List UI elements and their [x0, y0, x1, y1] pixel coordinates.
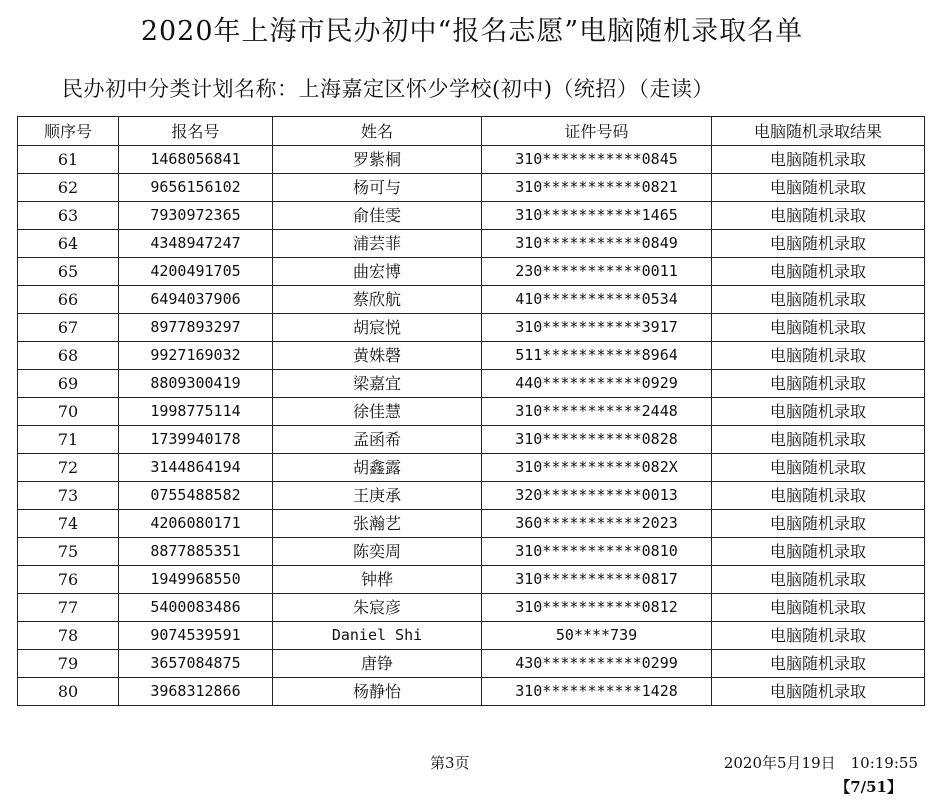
- cell-registration-number: 1468056841: [119, 146, 273, 174]
- cell-name: 蔡欣航: [273, 286, 482, 314]
- cell-registration-number: 1739940178: [119, 426, 273, 454]
- cell-result: 电脑随机录取: [712, 398, 925, 426]
- cell-id-number: 511***********8964: [482, 342, 712, 370]
- cell-sequence: 67: [18, 314, 119, 342]
- cell-registration-number: 6494037906: [119, 286, 273, 314]
- cell-sequence: 75: [18, 538, 119, 566]
- cell-registration-number: 8977893297: [119, 314, 273, 342]
- table-row: [18, 314, 925, 342]
- cell-result: 电脑随机录取: [712, 426, 925, 454]
- table-row: [18, 230, 925, 258]
- cell-id-number: 310***********082X: [482, 454, 712, 482]
- cell-registration-number: 4200491705: [119, 258, 273, 286]
- cell-id-number: 310***********0812: [482, 594, 712, 622]
- cell-result: 电脑随机录取: [712, 314, 925, 342]
- cell-id-number: 310***********0828: [482, 426, 712, 454]
- cell-id-number: 310***********2448: [482, 398, 712, 426]
- table-row: [18, 538, 925, 566]
- table-row: [18, 594, 925, 622]
- cell-registration-number: 3144864194: [119, 454, 273, 482]
- cell-sequence: 73: [18, 482, 119, 510]
- cell-result: 电脑随机录取: [712, 538, 925, 566]
- table-row: [18, 566, 925, 594]
- cell-name: 唐铮: [273, 650, 482, 678]
- cell-registration-number: 9074539591: [119, 622, 273, 650]
- cell-id-number: 50****739: [482, 622, 712, 650]
- table-row: [18, 342, 925, 370]
- cell-registration-number: 1949968550: [119, 566, 273, 594]
- cell-result: 电脑随机录取: [712, 258, 925, 286]
- admission-table: [17, 116, 925, 706]
- cell-result: 电脑随机录取: [712, 510, 925, 538]
- cell-id-number: 230***********0011: [482, 258, 712, 286]
- cell-registration-number: 3657084875: [119, 650, 273, 678]
- page-number: 第3页: [430, 754, 470, 772]
- table-row: [18, 510, 925, 538]
- cell-result: 电脑随机录取: [712, 622, 925, 650]
- cell-name: 胡宸悦: [273, 314, 482, 342]
- cell-sequence: 71: [18, 426, 119, 454]
- cell-result: 电脑随机录取: [712, 594, 925, 622]
- table-row: [18, 202, 925, 230]
- cell-result: 电脑随机录取: [712, 482, 925, 510]
- table-row: [18, 622, 925, 650]
- cell-sequence: 78: [18, 622, 119, 650]
- cell-sequence: 70: [18, 398, 119, 426]
- table-row: [18, 174, 925, 202]
- table-row: [18, 454, 925, 482]
- table-row: [18, 398, 925, 426]
- cell-result: 电脑随机录取: [712, 146, 925, 174]
- cell-registration-number: 7930972365: [119, 202, 273, 230]
- cell-registration-number: 3968312866: [119, 678, 273, 706]
- cell-registration-number: 9927169032: [119, 342, 273, 370]
- cell-registration-number: 1998775114: [119, 398, 273, 426]
- table-row: [18, 678, 925, 706]
- cell-registration-number: 8877885351: [119, 538, 273, 566]
- table-row: [18, 482, 925, 510]
- cell-result: 电脑随机录取: [712, 566, 925, 594]
- cell-sequence: 74: [18, 510, 119, 538]
- cell-result: 电脑随机录取: [712, 230, 925, 258]
- cell-name: Daniel Shi: [273, 622, 482, 650]
- header-id-number: 证件号码: [482, 117, 712, 146]
- cell-id-number: 360***********2023: [482, 510, 712, 538]
- table-header-row: [18, 117, 925, 146]
- cell-sequence: 79: [18, 650, 119, 678]
- cell-result: 电脑随机录取: [712, 678, 925, 706]
- cell-name: 张瀚艺: [273, 510, 482, 538]
- table-row: [18, 650, 925, 678]
- cell-result: 电脑随机录取: [712, 342, 925, 370]
- cell-sequence: 65: [18, 258, 119, 286]
- cell-result: 电脑随机录取: [712, 286, 925, 314]
- table-row: [18, 286, 925, 314]
- table-body: [18, 146, 925, 706]
- plan-name-subtitle: 民办初中分类计划名称：上海嘉定区怀少学校(初中)（统招）（走读）: [62, 77, 714, 101]
- cell-name: 胡鑫露: [273, 454, 482, 482]
- cell-name: 罗紫桐: [273, 146, 482, 174]
- cell-registration-number: 4348947247: [119, 230, 273, 258]
- cell-sequence: 72: [18, 454, 119, 482]
- cell-registration-number: 0755488582: [119, 482, 273, 510]
- cell-result: 电脑随机录取: [712, 650, 925, 678]
- cell-name: 浦芸菲: [273, 230, 482, 258]
- cell-sequence: 68: [18, 342, 119, 370]
- cell-name: 孟函希: [273, 426, 482, 454]
- cell-id-number: 430***********0299: [482, 650, 712, 678]
- header-sequence: 顺序号: [18, 117, 119, 146]
- header-name: 姓名: [273, 117, 482, 146]
- cell-sequence: 80: [18, 678, 119, 706]
- print-timestamp: 2020年5月19日 10:19:55: [723, 754, 918, 772]
- document-pager: 【7/51】: [835, 778, 902, 796]
- cell-sequence: 77: [18, 594, 119, 622]
- table-row: [18, 370, 925, 398]
- cell-id-number: 310***********0821: [482, 174, 712, 202]
- cell-result: 电脑随机录取: [712, 454, 925, 482]
- cell-name: 曲宏博: [273, 258, 482, 286]
- cell-name: 杨静怡: [273, 678, 482, 706]
- cell-name: 梁嘉宜: [273, 370, 482, 398]
- cell-id-number: 440***********0929: [482, 370, 712, 398]
- cell-sequence: 66: [18, 286, 119, 314]
- cell-registration-number: 5400083486: [119, 594, 273, 622]
- cell-registration-number: 4206080171: [119, 510, 273, 538]
- cell-name: 杨可与: [273, 174, 482, 202]
- cell-registration-number: 8809300419: [119, 370, 273, 398]
- cell-sequence: 69: [18, 370, 119, 398]
- cell-sequence: 64: [18, 230, 119, 258]
- table-row: [18, 426, 925, 454]
- header-registration-number: 报名号: [119, 117, 273, 146]
- table-row: [18, 258, 925, 286]
- cell-id-number: 410***********0534: [482, 286, 712, 314]
- cell-sequence: 63: [18, 202, 119, 230]
- cell-id-number: 310***********3917: [482, 314, 712, 342]
- cell-id-number: 320***********0013: [482, 482, 712, 510]
- cell-result: 电脑随机录取: [712, 370, 925, 398]
- cell-id-number: 310***********0810: [482, 538, 712, 566]
- cell-sequence: 76: [18, 566, 119, 594]
- page-title: 2020年上海市民办初中“报名志愿”电脑随机录取名单: [140, 16, 804, 47]
- cell-id-number: 310***********0849: [482, 230, 712, 258]
- cell-name: 陈奕周: [273, 538, 482, 566]
- cell-sequence: 62: [18, 174, 119, 202]
- header-result: 电脑随机录取结果: [712, 117, 925, 146]
- table-row: [18, 146, 925, 174]
- cell-name: 朱宸彦: [273, 594, 482, 622]
- cell-name: 徐佳慧: [273, 398, 482, 426]
- cell-id-number: 310***********0817: [482, 566, 712, 594]
- cell-name: 黄姝磬: [273, 342, 482, 370]
- cell-id-number: 310***********0845: [482, 146, 712, 174]
- cell-name: 俞佳雯: [273, 202, 482, 230]
- cell-result: 电脑随机录取: [712, 202, 925, 230]
- cell-registration-number: 9656156102: [119, 174, 273, 202]
- cell-id-number: 310***********1428: [482, 678, 712, 706]
- cell-name: 王庚承: [273, 482, 482, 510]
- cell-sequence: 61: [18, 146, 119, 174]
- cell-name: 钟桦: [273, 566, 482, 594]
- cell-id-number: 310***********1465: [482, 202, 712, 230]
- cell-result: 电脑随机录取: [712, 174, 925, 202]
